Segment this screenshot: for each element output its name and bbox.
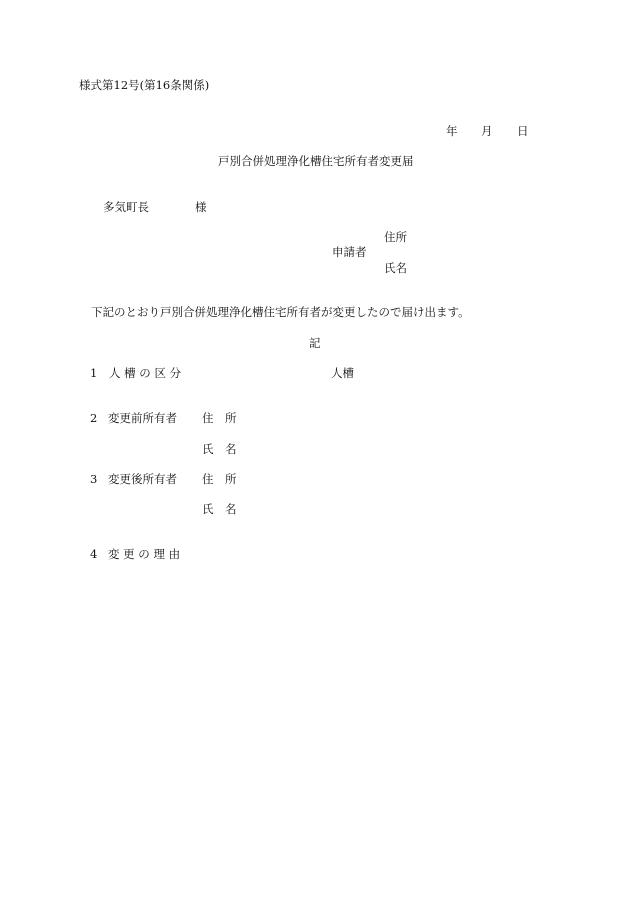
- item-1-number: 1: [90, 366, 98, 380]
- item-2-address-label: 住 所: [202, 411, 237, 425]
- applicant-role-label: 申請者: [332, 245, 367, 259]
- form-number: 様式第12号(第16条関係): [79, 78, 210, 92]
- item-1-label: 人 槽 の 区 分: [109, 366, 182, 380]
- date-month-label: 月: [481, 124, 493, 138]
- ki-heading: 記: [309, 336, 321, 350]
- item-3-number: 3: [90, 472, 98, 486]
- item-4-number: 4: [90, 547, 98, 561]
- item-3-name-label: 氏 名: [202, 502, 237, 516]
- item-3-label: 変更後所有者: [108, 472, 177, 486]
- intro-text: 下記のとおり戸別合併処理浄化槽住宅所有者が変更したので届け出ます。: [91, 305, 470, 319]
- document-title: 戸別合併処理浄化槽住宅所有者変更届: [218, 154, 414, 168]
- addressee-name: 多気町長: [103, 200, 149, 214]
- applicant-address-label: 住所: [384, 230, 407, 244]
- item-2-label: 変更前所有者: [108, 411, 177, 425]
- item-3-address-label: 住 所: [202, 472, 237, 486]
- applicant-name-label: 氏名: [384, 261, 407, 275]
- addressee-honorific: 様: [195, 200, 207, 214]
- date-year-label: 年: [446, 124, 458, 138]
- item-1-unit: 人槽: [331, 366, 354, 380]
- item-2-number: 2: [90, 411, 98, 425]
- item-2-name-label: 氏 名: [202, 442, 237, 456]
- item-4-label: 変 更 の 理 由: [108, 547, 181, 561]
- date-day-label: 日: [517, 124, 529, 138]
